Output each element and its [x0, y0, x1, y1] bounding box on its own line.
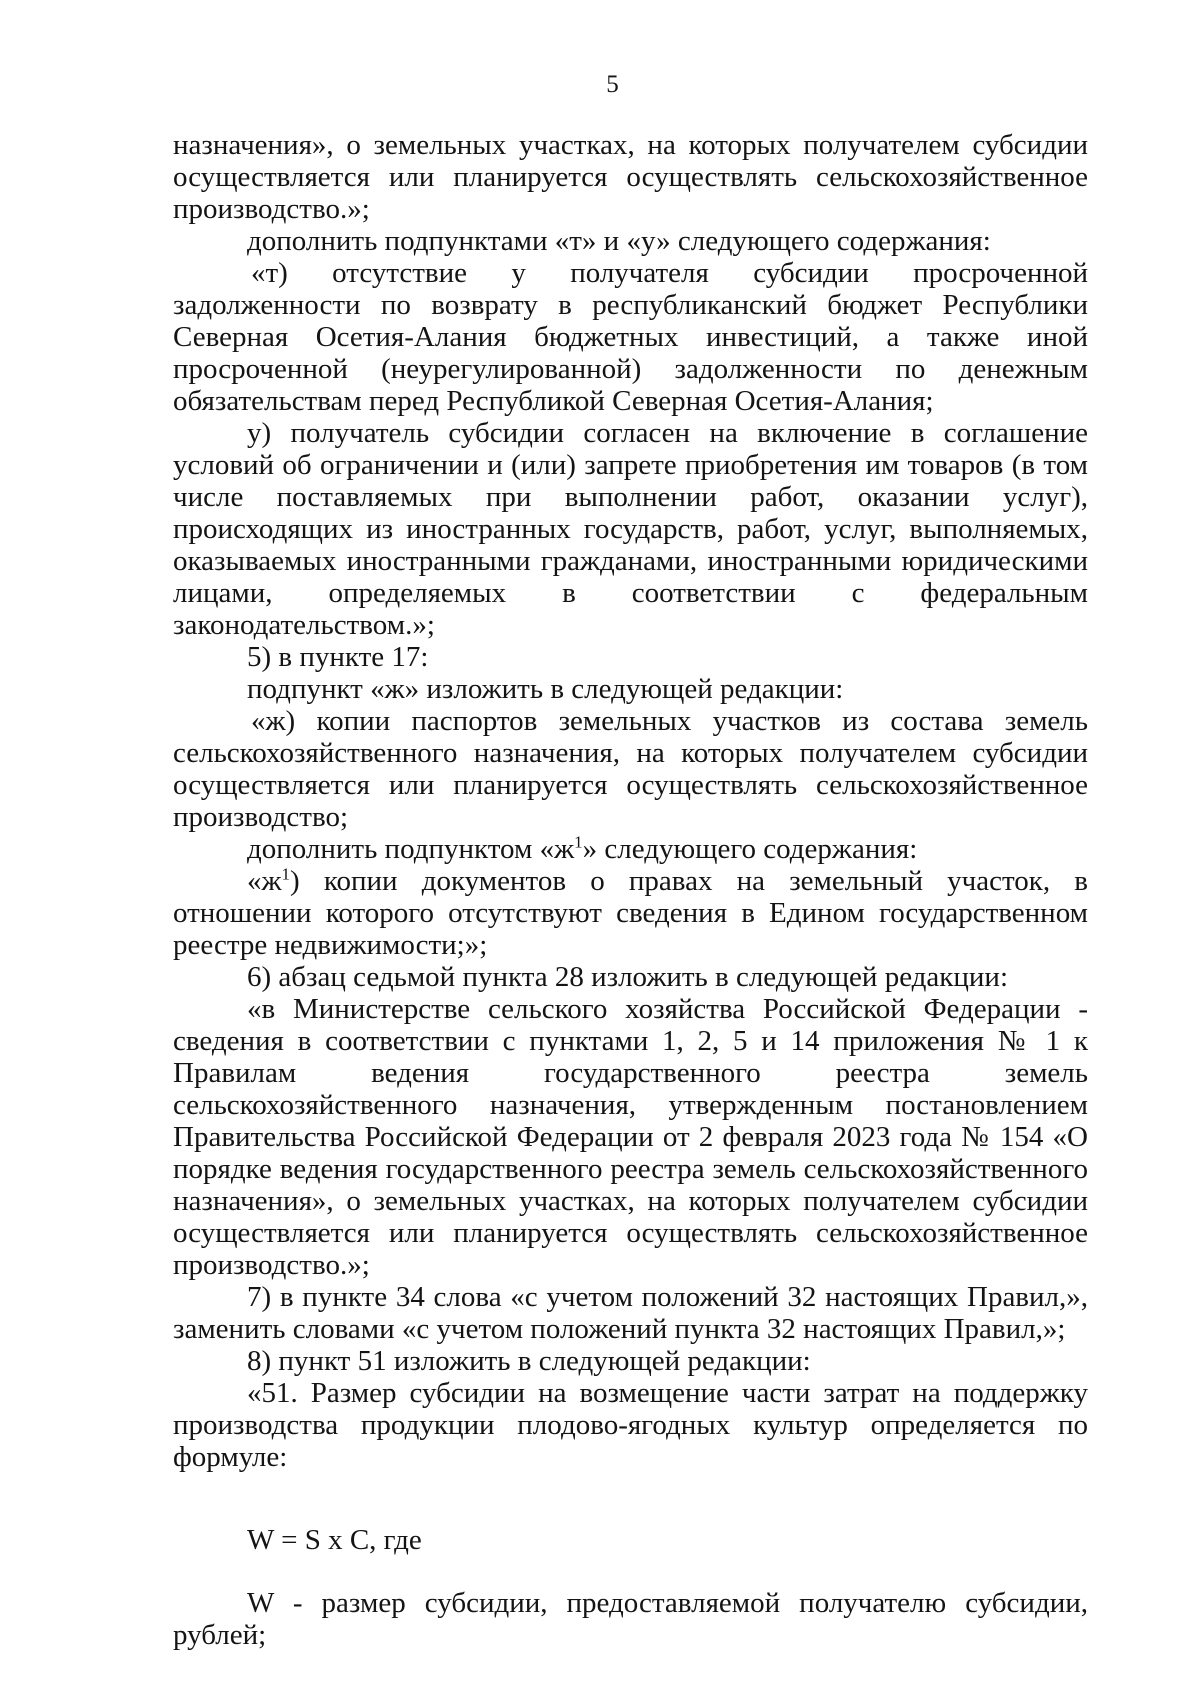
paragraph: 5) в пункте 17: — [247, 641, 429, 673]
paragraph: «51. Размер субсидии на возмещение части затрат на поддержку производства продукции плодово-ягодных культур определяется по формуле: — [173, 1377, 1088, 1473]
paragraph: «т) отсутствие у получателя субсидии просроченной задолженности по возврату в республиканский бюджет Республики Северная Осетия-Алания бюджетных инвестиций, а также иной просроченной (неурегулированной) задолженности по денежным обязательствам перед Республикой Северная Осетия-Алания; — [173, 257, 1088, 417]
paragraph: 6) абзац седьмой пункта 28 изложить в следующей редакции: — [247, 961, 1009, 993]
paragraph: W - размер субсидии, предоставляемой получателю субсидии, рублей; — [173, 1587, 1088, 1651]
superscript: 1 — [281, 864, 291, 884]
paragraph: дополнить подпунктами «т» и «у» следующего содержания: — [247, 225, 991, 257]
paragraph: 7) в пункте 34 слова «с учетом положений 32 настоящих Правил,», заменить словами «с учетом положений пункта 32 настоящих Правил,»; — [173, 1281, 1088, 1345]
text-run: ) копии документов о правах на земельный участок, в отношении которого отсутствуют сведения в Едином государственном реестре недвижимости;»; — [173, 865, 1088, 961]
paragraph: у) получатель субсидии согласен на включение в соглашение условий об ограничении и (или) запрете приобретения им товаров (в том числе поставляемых при выполнении работ, оказании услуг), происходящих из иностранных государств, работ, услуг, выполняемых, оказываемых иностранными гражданами, иностранными юридическими лицами, определяемых в соответствии с федеральным законодательством.»; — [173, 417, 1088, 641]
paragraph: подпункт «ж» изложить в следующей редакции: — [247, 673, 844, 705]
paragraph: назначения», о земельных участках, на которых получателем субсидии осуществляется или планируется осуществлять сельскохозяйственное производство.»; — [173, 129, 1088, 225]
superscript: 1 — [574, 832, 583, 852]
text-run: «ж — [247, 865, 282, 897]
page-number: 5 — [606, 71, 619, 98]
paragraph: «в Министерстве сельского хозяйства Российской Федерации - сведения в соответствии с пунктами 1, 2, 5 и 14 приложения № 1 к Правилам ведения государственного реестра земель сельскохозяйственного назначения, утвержденным постановлением Правительства Российской Федерации от 2 февраля 2023 года № 154 «О порядке ведения государственного реестра земель сельскохозяйственного назначения», о земельных участках, на которых получателем субсидии осуществляется или планируется осуществлять сельскохозяйственное производство.»; — [173, 993, 1088, 1281]
paragraph — [173, 865, 1088, 961]
text-run: дополнить подпунктом «ж — [247, 833, 575, 865]
paragraph — [173, 833, 1088, 865]
document-body — [173, 129, 1088, 1651]
paragraph: «ж) копии паспортов земельных участков из состава земель сельскохозяйственного назначения, на которых получателем субсидии осуществляется или планируется осуществлять сельскохозяйственное производство; — [173, 705, 1088, 833]
paragraph: 8) пункт 51 изложить в следующей редакции: — [247, 1345, 811, 1377]
text-run: » следующего содержания: — [582, 833, 918, 865]
formula: W = S x C, где — [247, 1524, 422, 1556]
